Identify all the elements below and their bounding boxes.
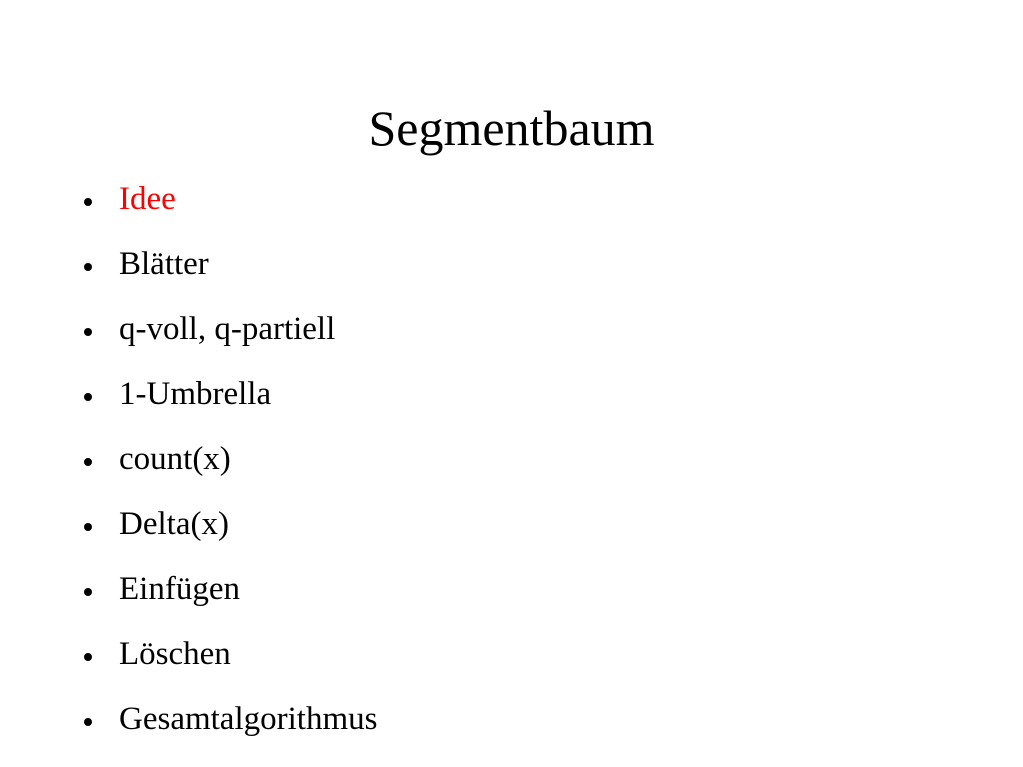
bullet-list: [84, 166, 377, 751]
list-item: [84, 361, 377, 426]
list-item: [84, 426, 377, 491]
list-item-label: Delta(x): [119, 505, 229, 542]
list-item: [84, 231, 377, 296]
list-item: [84, 296, 377, 361]
list-item: [84, 621, 377, 686]
list-item-label: q-voll, q-partiell: [119, 310, 336, 347]
list-item-label: 1-Umbrella: [119, 375, 272, 412]
list-item-label: Einfügen: [119, 570, 240, 607]
list-item-label: Idee: [119, 180, 176, 217]
list-item: [84, 491, 377, 556]
list-item: [84, 166, 377, 231]
list-item: [84, 686, 377, 751]
bullet-dot-icon: [84, 718, 92, 726]
list-item-label: Löschen: [119, 635, 231, 672]
slide-title: Segmentbaum: [368, 100, 655, 156]
list-item-label: Blätter: [119, 245, 209, 282]
bullet-dot-icon: [84, 653, 92, 661]
bullet-dot-icon: [84, 588, 92, 596]
list-item: [84, 556, 377, 621]
bullet-dot-icon: [84, 328, 92, 336]
bullet-dot-icon: [84, 393, 92, 401]
list-item-label: count(x): [119, 440, 231, 477]
bullet-dot-icon: [84, 523, 92, 531]
bullet-dot-icon: [84, 198, 92, 206]
bullet-dot-icon: [84, 458, 92, 466]
list-item-label: Gesamtalgorithmus: [119, 700, 378, 737]
bullet-dot-icon: [84, 263, 92, 271]
